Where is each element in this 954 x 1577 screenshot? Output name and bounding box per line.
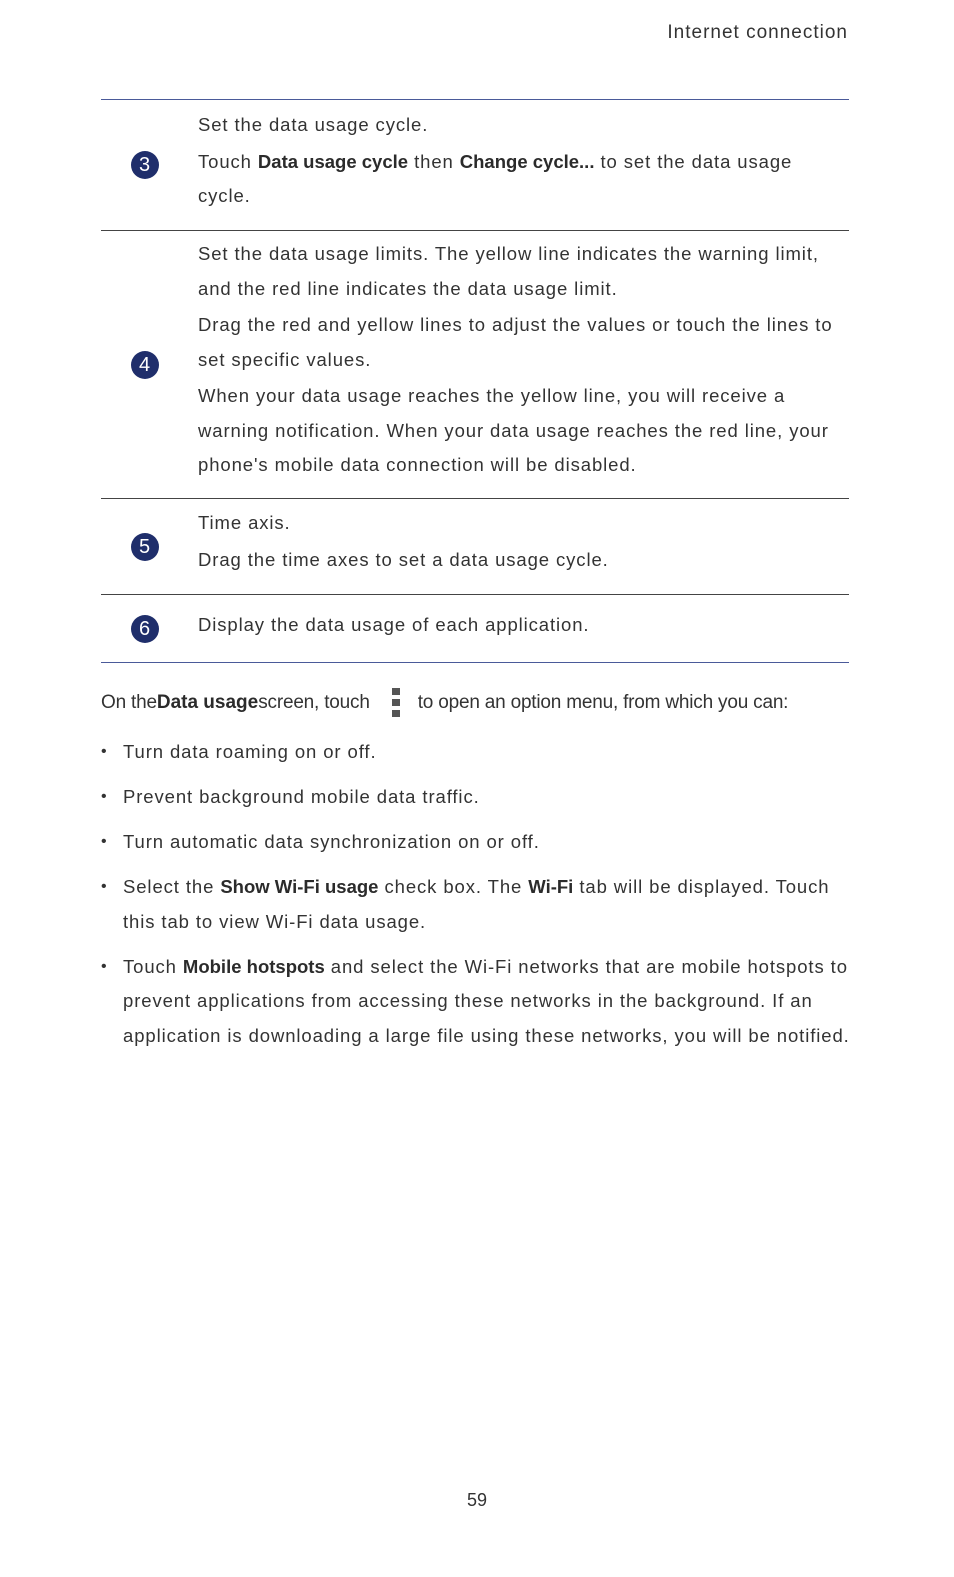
step-number-badge: 6 <box>131 615 159 643</box>
text-run: tab will be displayed. Touch this tab to view Wi-Fi data usage. <box>123 876 830 932</box>
list-item <box>101 825 851 860</box>
step-number-cell <box>101 351 198 379</box>
ui-term: Change cycle... <box>459 150 595 172</box>
step-row-5 <box>101 498 849 594</box>
ui-term: Wi-Fi <box>528 876 574 897</box>
step-description <box>198 231 849 483</box>
text-run: then <box>408 150 460 172</box>
step-line: Set the data usage cycle. <box>198 114 429 135</box>
list-item <box>101 870 851 939</box>
text-run: Select the <box>123 876 221 897</box>
ui-term: Mobile hotspots <box>182 955 325 977</box>
step-number-cell <box>101 533 198 561</box>
step-paragraph: Set the data usage limits. The yellow line indicates the warning limit, and the red line indicates the data usage limit. <box>198 243 819 299</box>
text-run: Prevent background mobile data traffic. <box>123 786 480 807</box>
ui-term: Data usage <box>156 691 259 713</box>
step-description <box>198 100 849 214</box>
text-run: Touch <box>123 955 183 977</box>
step-paragraph: Time axis. <box>198 512 291 533</box>
step-description <box>198 608 849 643</box>
text-run: Turn automatic data synchronization on or off. <box>123 831 540 852</box>
list-item <box>101 950 851 1054</box>
text-run: to open an option menu, from which you can: <box>417 691 789 713</box>
step-paragraph: Drag the time axes to set a data usage cycle. <box>198 548 609 570</box>
steps-table <box>101 99 849 663</box>
ui-term: Data usage cycle <box>257 150 409 172</box>
step-row-4 <box>101 230 849 498</box>
text-run: Turn data roaming on or off. <box>123 741 377 762</box>
options-list <box>101 735 851 1064</box>
step-number-badge: 4 <box>131 351 159 379</box>
menu-more-icon <box>392 688 400 717</box>
step-description <box>198 499 849 577</box>
step-number-badge: 5 <box>131 533 159 561</box>
step-line <box>198 145 849 214</box>
page-number: 59 <box>466 1490 488 1510</box>
step-number-cell <box>101 151 198 179</box>
ui-term: Show Wi-Fi usage <box>220 876 379 897</box>
section-title: Internet connection <box>667 22 848 43</box>
step-paragraph: When your data usage reaches the yellow line, you will receive a warning notification. When your data usage reaches the red line, your phone's mobile data connection will be disabled. <box>198 385 829 475</box>
text-run: screen, touch <box>258 691 370 713</box>
step-number-badge: 3 <box>131 151 159 179</box>
list-item <box>101 735 851 770</box>
step-paragraph: Display the data usage of each application. <box>198 614 590 636</box>
step-number-cell <box>101 615 198 643</box>
step-row-3 <box>101 100 849 230</box>
text-run: to set the data usage cycle. <box>198 150 793 206</box>
text-run: and select the Wi-Fi networks that are mobile hotspots to prevent applications from accessing these networks in the background. If an application is downloading a large file using these networks, you will be notified. <box>123 955 850 1046</box>
text-run: On the <box>101 691 157 713</box>
list-item <box>101 780 851 815</box>
step-row-6 <box>101 594 849 662</box>
text-run: Touch <box>198 150 258 172</box>
options-intro <box>101 688 861 717</box>
step-paragraph: Drag the red and yellow lines to adjust the values or touch the lines to set specific values. <box>198 314 833 370</box>
text-run: check box. The <box>378 876 529 897</box>
